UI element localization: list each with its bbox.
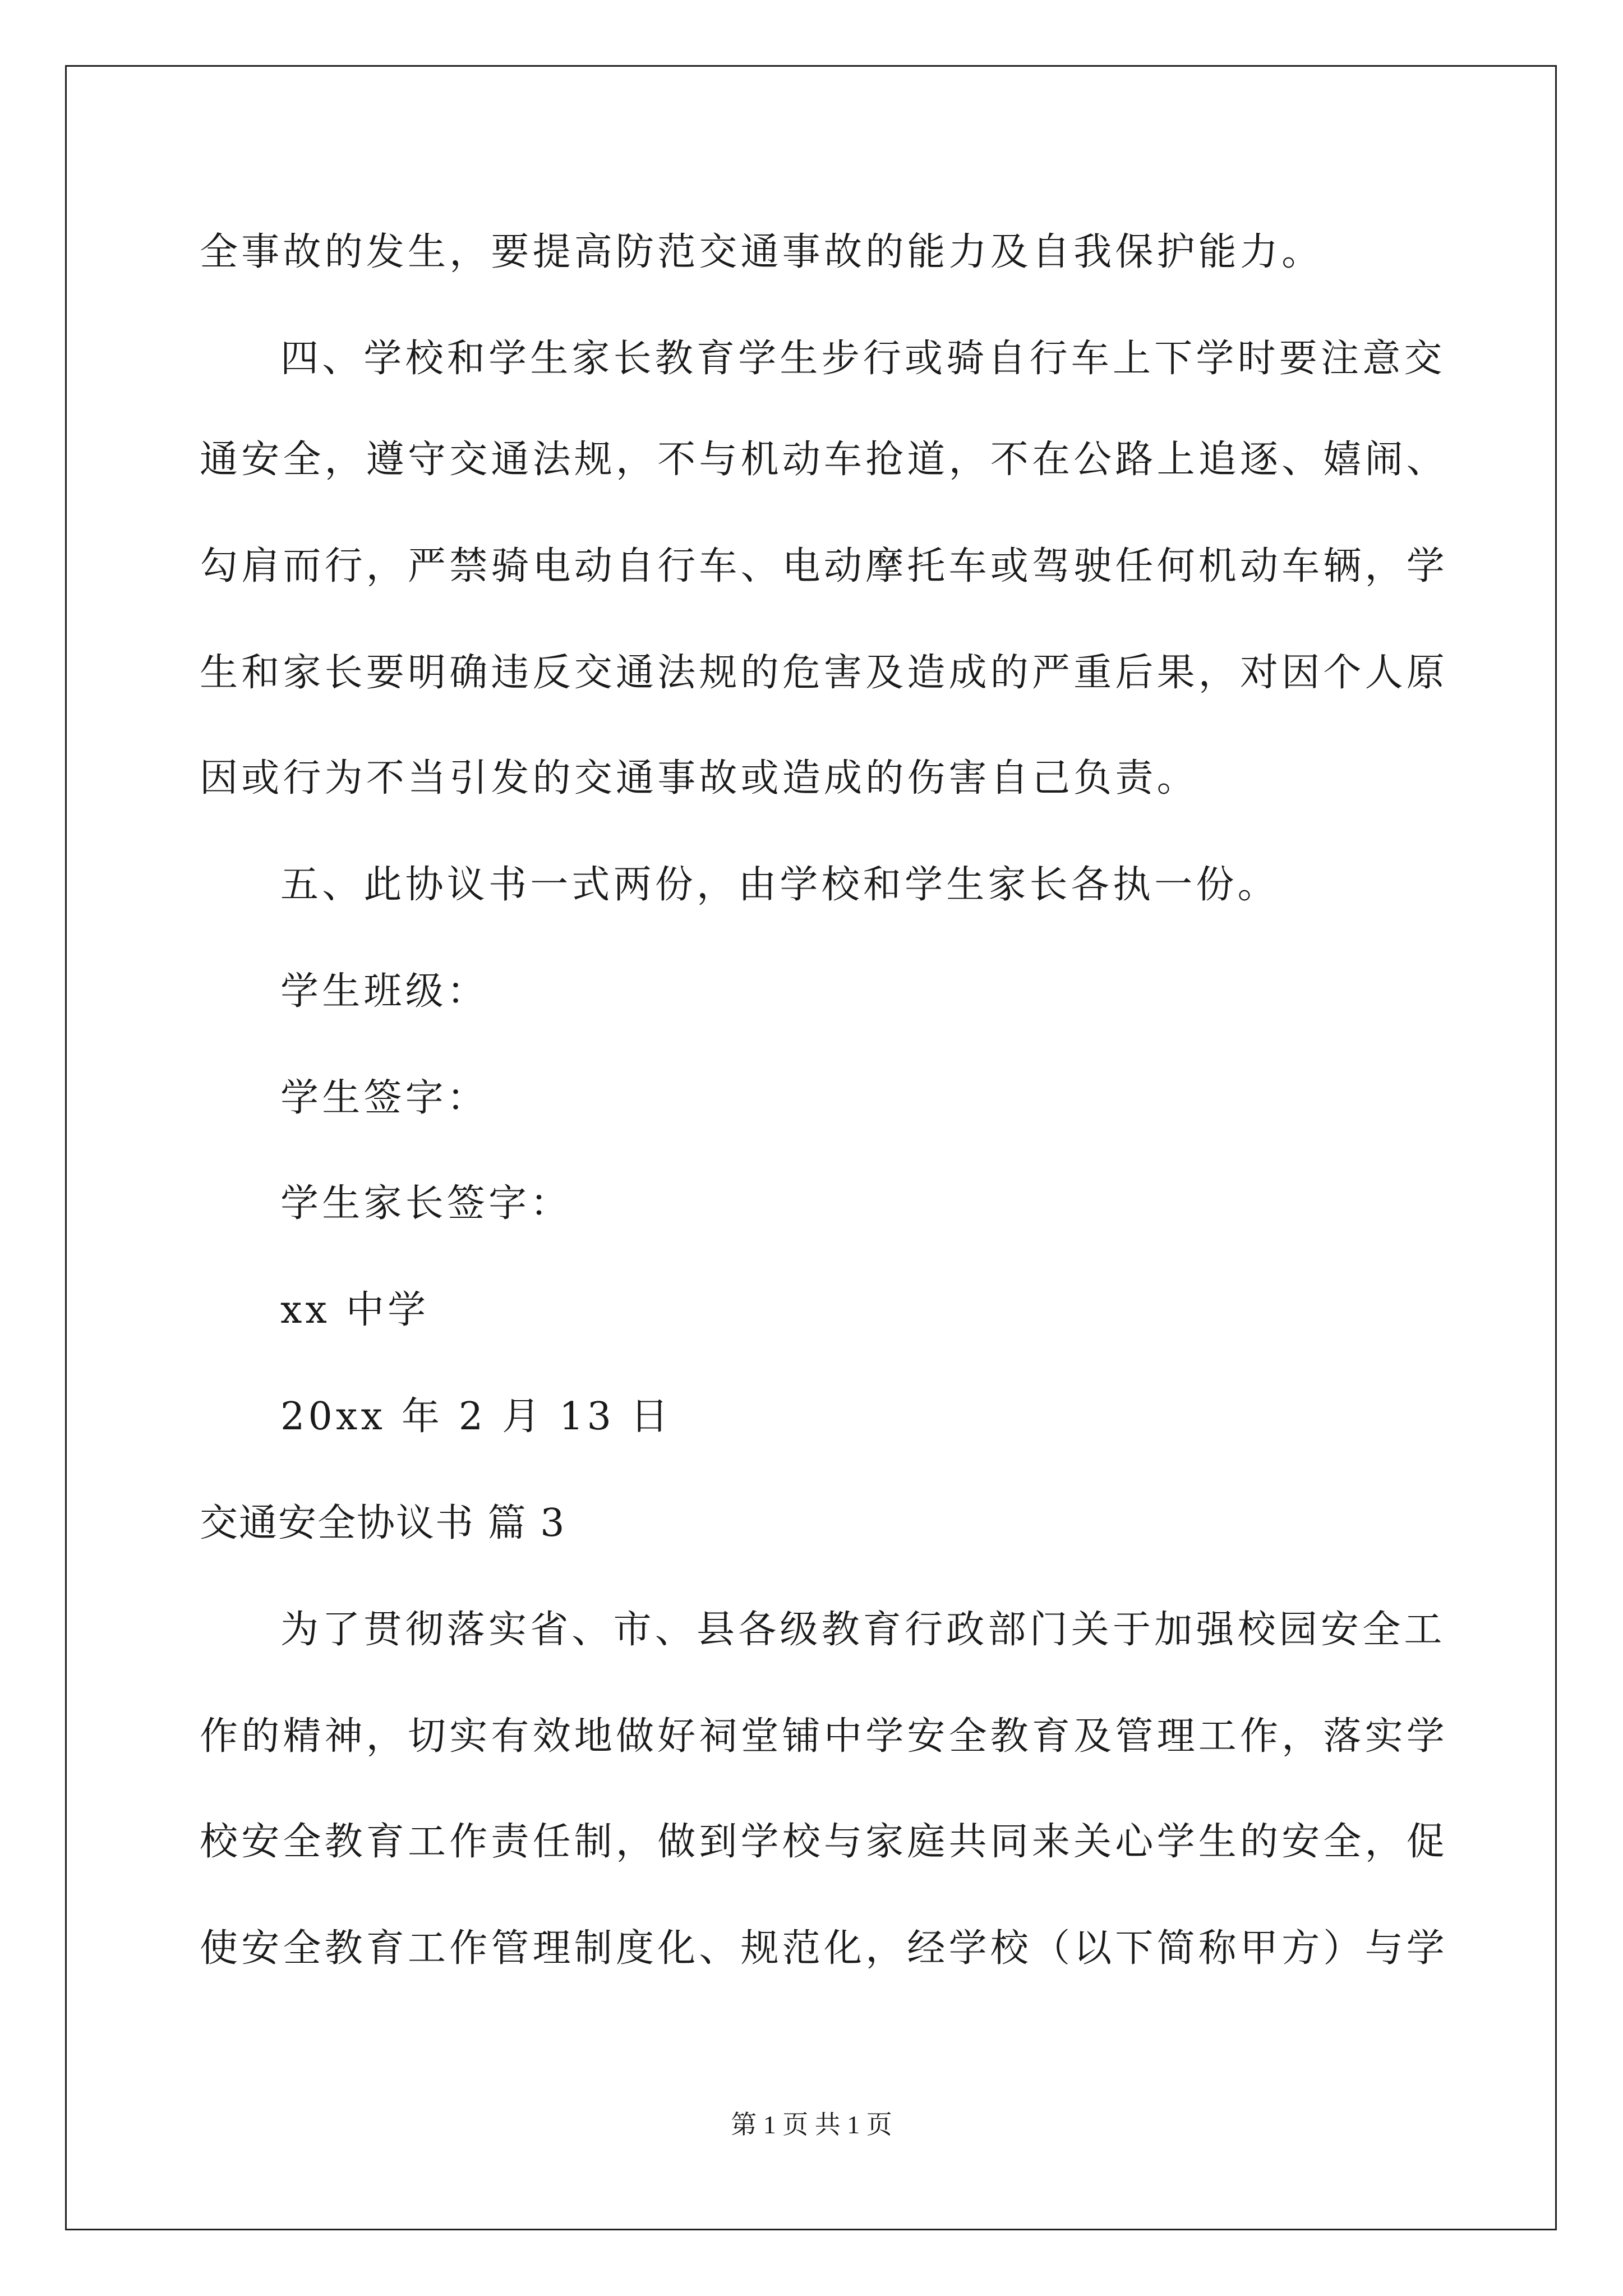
paragraph-line: 作的精神，切实有效地做好祠堂铺中学安全教育及管理工作，落实学 [200,1714,1449,1759]
page-border [65,65,1557,2230]
paragraph-line: 勾肩而行，严禁骑电动自行车、电动摩托车或驾驶任何机动车辆，学 [200,544,1449,588]
school-name: xx 中学 [280,1288,430,1332]
paragraph-line: 五、此协议书一式两份，由学校和学生家长各执一份。 [280,863,1279,907]
document-date: 20xx 年 2 月 13 日 [280,1395,672,1439]
paragraph-line: 为了贯彻落实省、市、县各级教育行政部门关于加强校园安全工 [280,1608,1446,1652]
section-heading: 交通安全协议书 篇 3 [200,1501,566,1545]
page-footer: 第 1 页 共 1 页 [731,2110,892,2139]
paragraph-line: 因或行为不当引发的交通事故或造成的伤害自己负责。 [200,756,1198,800]
field-label-student-signature: 学生签字： [280,1076,489,1120]
field-label-class: 学生班级： [280,969,489,1014]
paragraph-line: 生和家长要明确违反交通法规的危害及造成的严重后果，对因个人原 [200,651,1449,695]
paragraph-line: 校安全教育工作责任制，做到学校与家庭共同来关心学生的安全，促 [200,1820,1449,1864]
field-label-parent-signature: 学生家长签字： [280,1181,572,1226]
paragraph-line: 四、学校和学生家长教育学生步行或骑自行车上下学时要注意交 [280,337,1446,381]
paragraph-line: 全事故的发生，要提高防范交通事故的能力及自我保护能力。 [200,230,1324,274]
paragraph-line: 通安全，遵守交通法规，不与机动车抢道，不在公路上追逐、嬉闹、 [200,438,1449,482]
paragraph-line: 使安全教育工作管理制度化、规范化，经学校（以下简称甲方）与学 [200,1926,1449,1971]
